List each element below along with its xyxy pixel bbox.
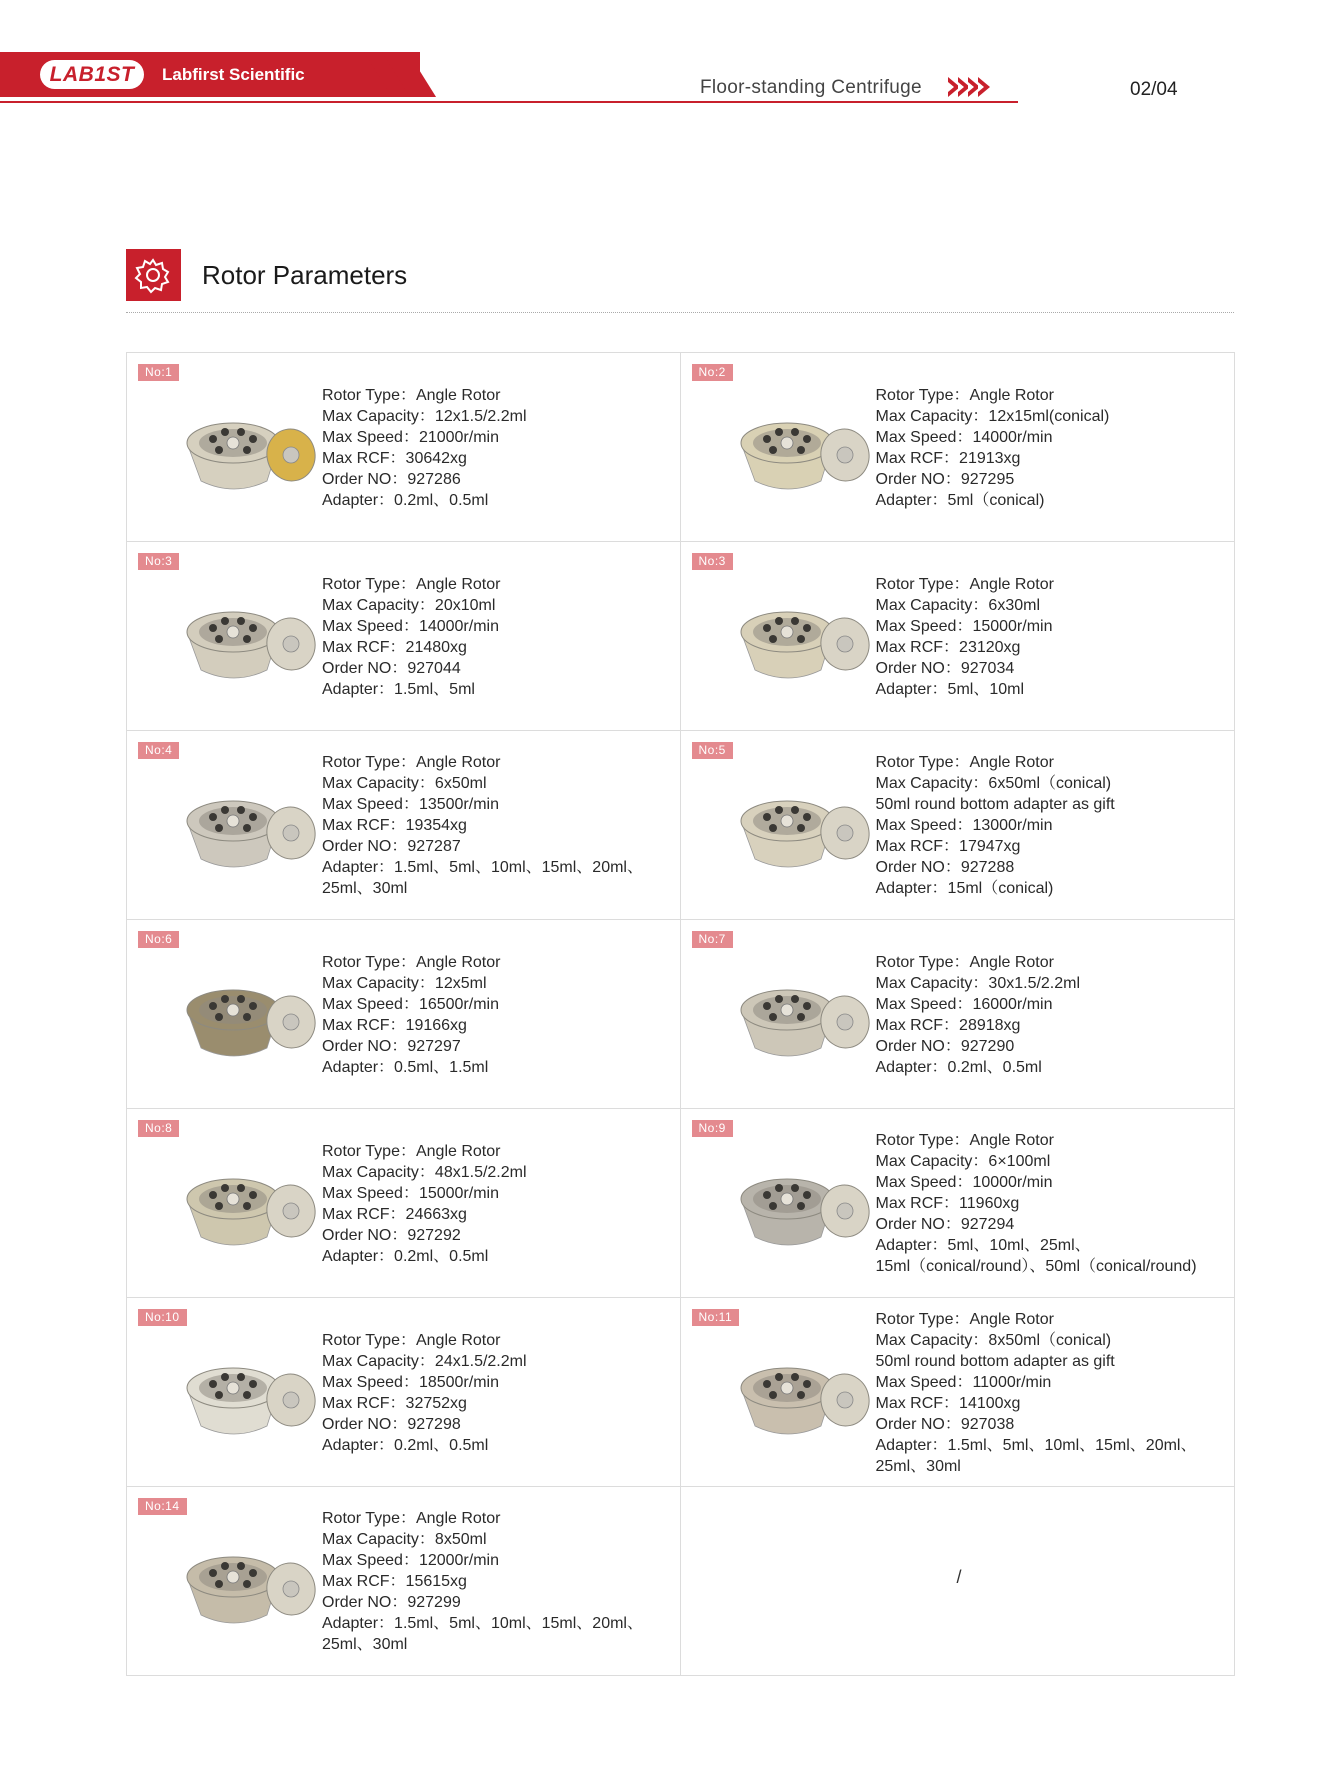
rotor-image [733,1159,873,1259]
rotor-specs [322,1508,643,1655]
spec-line: Order NO：927298 [322,1416,461,1433]
spec-line: Rotor Type：Angle Rotor [322,754,501,771]
spec-line: Adapter：0.2ml、0.5ml [322,492,489,509]
spec-line: Max Capacity：48x1.5/2.2ml [322,1164,527,1181]
spec-line: Adapter：0.2ml、0.5ml [322,1437,489,1454]
spec-line: Max RCF：17947xg [875,838,1021,855]
rotor-card [681,353,1236,542]
rotor-number-badge: No:1 [138,364,179,381]
rotor-row [127,1487,1235,1676]
company-logo: LAB1ST [40,60,144,89]
spec-line: Max Capacity：6×100ml [875,1153,1051,1170]
spec-line: Rotor Type：Angle Rotor [322,387,501,404]
spec-line: Max RCF：15615xg [322,1573,467,1590]
spec-line: Order NO：927038 [875,1416,1015,1433]
spec-line: Max RCF：24663xg [322,1206,467,1223]
spec-line: 50ml round bottom adapter as gift [875,1353,1115,1370]
spec-line: Max RCF：30642xg [322,450,467,467]
spec-line: Rotor Type：Angle Rotor [875,387,1054,404]
empty-cell [681,1487,1236,1676]
rotor-card [127,920,681,1109]
spec-line: Rotor Type：Angle Rotor [322,1332,501,1349]
spec-line: Order NO：927034 [875,660,1015,677]
rotor-number-badge: No:5 [692,742,733,759]
spec-line: Max Speed：11000r/min [875,1374,1052,1391]
rotor-specs [876,1130,1197,1277]
spec-line: 15ml（conical/round）、50ml（conical/round) [875,1258,1197,1275]
spec-line: Order NO：927297 [322,1038,461,1055]
rotor-specs [322,385,527,511]
rotor-number-badge: No:8 [138,1120,179,1137]
rotor-card [681,731,1236,920]
spec-line: Max RCF：19354xg [322,817,467,834]
rotor-image [179,592,319,692]
spec-line: Rotor Type：Angle Rotor [322,1510,501,1527]
spec-line: 25ml、30ml [875,1458,961,1475]
spec-line: Max Capacity：12x1.5/2.2ml [322,408,527,425]
rotor-number-badge: No:14 [138,1498,187,1515]
rotor-specs [876,574,1054,700]
rotor-row [127,542,1235,731]
spec-line: Max Speed：14000r/min [875,429,1053,446]
rotor-number-badge: No:2 [692,364,733,381]
spec-line: Max Speed：16000r/min [875,996,1053,1013]
spec-line: Max Capacity：24x1.5/2.2ml [322,1353,527,1370]
spec-line: Max RCF：28918xg [875,1017,1021,1034]
spec-line: Rotor Type：Angle Rotor [322,954,501,971]
rotor-image [733,970,873,1070]
spec-line: Max Capacity：8x50ml（conical) [875,1332,1112,1349]
spec-line: Max RCF：21480xg [322,639,467,656]
spec-line: Adapter：0.2ml、0.5ml [322,1248,489,1265]
spec-line: Order NO：927299 [322,1594,461,1611]
section-divider [126,312,1234,313]
rotor-number-badge: No:3 [692,553,733,570]
spec-line: Order NO：927295 [875,471,1015,488]
spec-line: Adapter：1.5ml、5ml、10ml、15ml、20ml、 [322,859,643,876]
spec-line: Max Speed：14000r/min [322,618,499,635]
spec-line: Adapter：5ml（conical) [875,492,1045,509]
spec-line: Max Capacity：12x5ml [322,975,487,992]
spec-line: Max Speed：10000r/min [875,1174,1053,1191]
spec-line: Max Speed：12000r/min [322,1552,499,1569]
spec-line: Rotor Type：Angle Rotor [875,1132,1054,1149]
rotor-specs [876,385,1110,511]
spec-line: Max Speed：21000r/min [322,429,499,446]
rotor-row [127,1298,1235,1487]
spec-line: Order NO：927286 [322,471,461,488]
spec-line: Max RCF：21913xg [875,450,1021,467]
spec-line: Adapter：15ml（conical) [875,880,1054,897]
spec-line: Max Capacity：20x10ml [322,597,496,614]
spec-line: Rotor Type：Angle Rotor [322,576,501,593]
spec-line: Max Speed：18500r/min [322,1374,499,1391]
spec-line: Max Capacity：6x30ml [875,597,1041,614]
rotor-specs [322,752,643,899]
gear-settings-icon [126,249,181,301]
spec-line: Adapter：0.2ml、0.5ml [875,1059,1042,1076]
spec-line: Max Speed：15000r/min [875,618,1053,635]
rotor-card [681,1109,1236,1298]
rotor-card [127,1109,681,1298]
rotor-image [733,592,873,692]
header-rule [0,101,1018,103]
rotor-number-badge: No:7 [692,931,733,948]
spec-line: Max Capacity：6x50ml [322,775,487,792]
spec-line: Rotor Type：Angle Rotor [322,1143,501,1160]
spec-line: Rotor Type：Angle Rotor [875,1311,1054,1328]
spec-line: Max Speed：16500r/min [322,996,499,1013]
rotor-row [127,1109,1235,1298]
document-title: Floor-standing Centrifuge [700,77,922,98]
spec-line: Adapter：5ml、10ml [875,681,1025,698]
rotor-specs [322,1141,527,1267]
spec-line: Rotor Type：Angle Rotor [875,754,1054,771]
spec-line: Max Capacity：12x15ml(conical) [875,408,1110,425]
rotor-card [127,353,681,542]
rotor-specs [322,574,500,700]
spec-line: Max Capacity：6x50ml（conical) [875,775,1112,792]
empty-cell-mark: / [956,1567,962,1587]
rotor-card [127,731,681,920]
rotor-image [733,1348,873,1448]
spec-line: Max Speed：15000r/min [322,1185,499,1202]
section-title: Rotor Parameters [202,260,408,290]
rotor-image [179,970,319,1070]
rotor-number-badge: No:9 [692,1120,733,1137]
spec-line: Order NO：927287 [322,838,461,855]
rotor-specs [876,752,1115,899]
rotor-image [179,1159,319,1259]
rotor-card [127,542,681,731]
spec-line: Order NO：927294 [875,1216,1015,1233]
rotor-grid [126,352,1235,1676]
spec-line: Order NO：927288 [875,859,1015,876]
rotor-image [179,781,319,881]
spec-line: Adapter：1.5ml、5ml [322,681,475,698]
rotor-number-badge: No:11 [692,1309,740,1326]
spec-line: Max Speed：13000r/min [875,817,1053,834]
rotor-image [179,403,319,503]
rotor-card [127,1298,681,1487]
rotor-row [127,353,1235,542]
spec-line: Adapter：1.5ml、5ml、10ml、15ml、20ml、 [875,1437,1197,1454]
spec-line: Max RCF：14100xg [875,1395,1021,1412]
spec-line: Order NO：927290 [875,1038,1015,1055]
rotor-image [179,1537,319,1637]
rotor-card [681,920,1236,1109]
rotor-card [127,1487,681,1676]
rotor-image [733,403,873,503]
spec-line: Max Speed：13500r/min [322,796,499,813]
spec-line: Rotor Type：Angle Rotor [875,576,1054,593]
rotor-specs [876,1309,1197,1477]
spec-line: Adapter：0.5ml、1.5ml [322,1059,489,1076]
spec-line: 25ml、30ml [322,1636,408,1653]
spec-line: 25ml、30ml [322,880,408,897]
spec-line: Max Capacity：8x50ml [322,1531,487,1548]
spec-line: Adapter：5ml、10ml、25ml、 [875,1237,1091,1254]
spec-line: Order NO：927044 [322,660,461,677]
spec-line: Adapter：1.5ml、5ml、10ml、15ml、20ml、 [322,1615,643,1632]
rotor-number-badge: No:3 [138,553,179,570]
rotor-specs [322,952,500,1078]
rotor-card [681,542,1236,731]
rotor-card [681,1298,1236,1487]
spec-line: Rotor Type：Angle Rotor [875,954,1054,971]
rotor-number-badge: No:4 [138,742,179,759]
spec-line: 50ml round bottom adapter as gift [875,796,1115,813]
rotor-specs [876,952,1081,1078]
page-number: 02/04 [1130,79,1178,100]
rotor-image [179,1348,319,1448]
spec-line: Max RCF：23120xg [875,639,1021,656]
rotor-specs [322,1330,527,1456]
spec-line: Max RCF：19166xg [322,1017,467,1034]
spec-line: Order NO：927292 [322,1227,461,1244]
rotor-number-badge: No:6 [138,931,179,948]
rotor-number-badge: No:10 [138,1309,187,1326]
spec-line: Max Capacity：30x1.5/2.2ml [875,975,1081,992]
spec-line: Max RCF：32752xg [322,1395,467,1412]
rotor-row [127,731,1235,920]
rotor-row [127,920,1235,1109]
brand-name: Labfirst Scientific [162,65,305,84]
spec-line: Max RCF：11960xg [875,1195,1020,1212]
rotor-image [733,781,873,881]
